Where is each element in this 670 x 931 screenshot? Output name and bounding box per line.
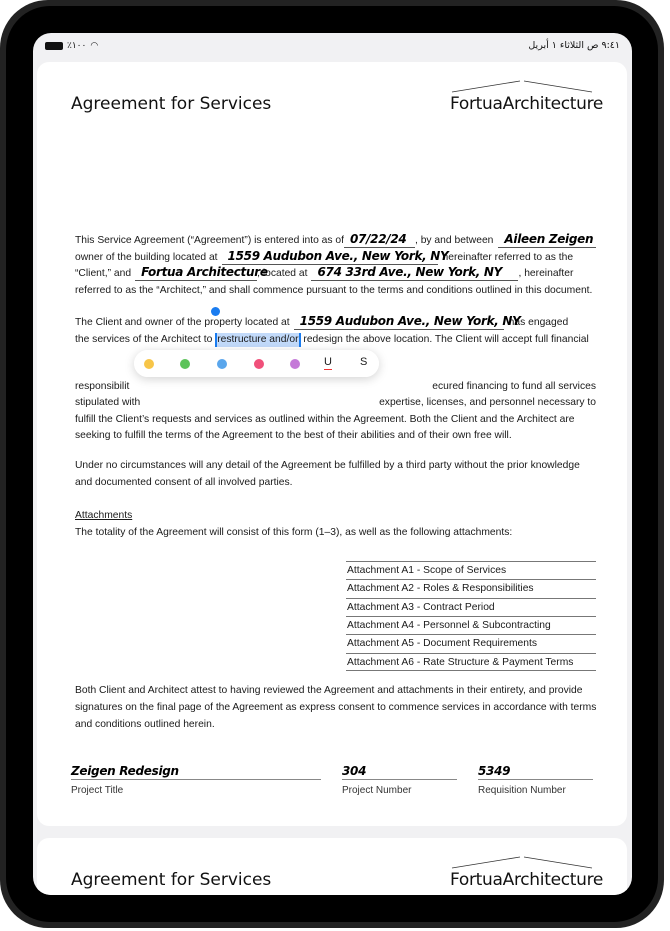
requisition-number-value: 5349 xyxy=(478,764,511,778)
text: the services of the Architect to xyxy=(75,334,213,345)
highlight-pink-button[interactable] xyxy=(254,359,264,369)
para3-line2: and documented consent of all involved parties. xyxy=(75,477,293,488)
attachment-item: Attachment A4 - Personnel & Subcontracting xyxy=(346,616,596,634)
para1-line4: referred to as the “Architect,” and shall commence pursuant to the terms and conditions outlined in this document. xyxy=(75,285,593,296)
para2-line6: seeking to fulfill the terms of the Agreement to the best of their abilities and of their own free will. xyxy=(75,430,512,441)
para1-line2 xyxy=(75,251,596,265)
attachment-item: Attachment A6 - Rate Structure & Payment Terms xyxy=(346,653,596,671)
text: The Client and owner of the property located at xyxy=(75,317,290,328)
client-name-field[interactable] xyxy=(498,234,596,248)
document-page-1[interactable] xyxy=(37,62,627,826)
text: hereinafter referred to as the xyxy=(442,252,574,263)
para1-line1 xyxy=(75,234,596,248)
project-title-label: Project Title xyxy=(71,785,124,796)
screen xyxy=(33,33,632,895)
para2-line2 xyxy=(75,333,596,347)
text: expertise, licenses, and personnel necessary to xyxy=(379,397,596,408)
attachment-item: Attachment A2 - Roles & Responsibilities xyxy=(346,579,596,597)
strikethrough-button[interactable]: S xyxy=(360,356,368,368)
battery-percent: ٪١٠٠ xyxy=(67,40,87,50)
attachment-item: Attachment A1 - Scope of Services xyxy=(346,561,596,579)
requisition-number-label: Requisition Number xyxy=(478,785,566,796)
logo-roof-icon xyxy=(451,80,593,94)
architect-address-value: 674 33rd Ave., New York, NY xyxy=(317,265,503,279)
para2-line4 xyxy=(75,396,596,410)
para1-line3 xyxy=(75,267,596,281)
building-address-value: 1559 Audubon Ave., New York, NY xyxy=(227,249,449,263)
wifi-icon: ◠ xyxy=(90,40,99,50)
project-number-value: 304 xyxy=(342,764,367,778)
logo-roof-icon xyxy=(451,856,593,870)
highlight-blue-button[interactable] xyxy=(217,359,227,369)
project-number-label: Project Number xyxy=(342,785,412,796)
client-name-value: Aileen Zeigen xyxy=(504,232,594,246)
company-logo: FortuaArchitecture xyxy=(450,870,604,890)
battery-icon xyxy=(45,42,63,50)
selected-text-content: restructure and/or xyxy=(217,334,299,345)
text: This Service Agreement (“Agreement”) is entered into as of xyxy=(75,235,344,246)
attachment-item: Attachment A5 - Document Requirements xyxy=(346,634,596,652)
selected-text[interactable] xyxy=(215,333,300,347)
para4-line1: Both Client and Architect attest to having reviewed the Agreement and attachments in their entirety, and provide xyxy=(75,685,583,696)
highlight-green-button[interactable] xyxy=(180,359,190,369)
text: responsibilit xyxy=(75,381,130,392)
para2-line1 xyxy=(75,316,596,330)
para3-line1: Under no circumstances will any detail of the Agreement be fulfilled by a third party without the prior knowledge xyxy=(75,460,580,471)
property-address-value: 1559 Audubon Ave., New York, NY xyxy=(299,314,521,328)
text: redesign the above location. The Client will accept full financial xyxy=(303,334,589,345)
date-field[interactable] xyxy=(344,234,415,248)
project-title-field[interactable] xyxy=(71,762,321,780)
text: ecured financing to fund all services xyxy=(432,381,596,392)
architect-address-field[interactable] xyxy=(311,267,518,281)
status-bar xyxy=(33,33,632,57)
text: stipulated with xyxy=(75,397,141,408)
building-address-field[interactable] xyxy=(222,249,449,265)
underline-button[interactable]: U xyxy=(324,356,332,368)
para4-line2: signatures on the final page of the Agreement as express consent to commence services in accordance with terms xyxy=(75,702,597,713)
attachment-item: Attachment A3 - Contract Period xyxy=(346,598,596,616)
highlight-purple-button[interactable] xyxy=(290,359,300,369)
attachments-heading: Attachments xyxy=(75,510,133,521)
company-logo: FortuaArchitecture xyxy=(450,94,604,114)
status-time: ٩:٤١ ص الثلاثاء ١ أبريل xyxy=(528,40,620,51)
highlight-yellow-button[interactable] xyxy=(144,359,154,369)
para2-line5: fulfill the Client’s requests and services as outlined within the Agreement. Both the Client and the Architect are xyxy=(75,414,575,425)
document-page-2[interactable] xyxy=(37,838,627,895)
text: “Client,” and xyxy=(75,268,132,279)
text: , located at xyxy=(257,268,308,279)
requisition-number-field[interactable] xyxy=(478,762,593,780)
project-title-value: Zeigen Redesign xyxy=(71,764,179,778)
para2-line3 xyxy=(75,380,596,394)
property-address-field[interactable] xyxy=(294,314,521,330)
architect-name-field[interactable] xyxy=(135,265,268,281)
text: , hereinafter xyxy=(518,268,574,279)
page-title: Agreement for Services xyxy=(71,94,272,114)
text: owner of the building located at xyxy=(75,252,218,263)
text: , by and between xyxy=(414,235,494,246)
markup-toolbar xyxy=(134,350,379,377)
text: has engaged xyxy=(508,317,569,328)
para4-line3: and conditions outlined herein. xyxy=(75,719,215,730)
architect-name-value: Fortua Architecture xyxy=(141,265,268,279)
date-value: 07/22/24 xyxy=(349,232,407,246)
selection-start-handle[interactable] xyxy=(211,307,220,316)
project-number-field[interactable] xyxy=(342,762,457,780)
page-title: Agreement for Services xyxy=(71,870,272,890)
attachments-intro: The totality of the Agreement will consist of this form (1–3), as well as the following attachments: xyxy=(75,527,513,538)
